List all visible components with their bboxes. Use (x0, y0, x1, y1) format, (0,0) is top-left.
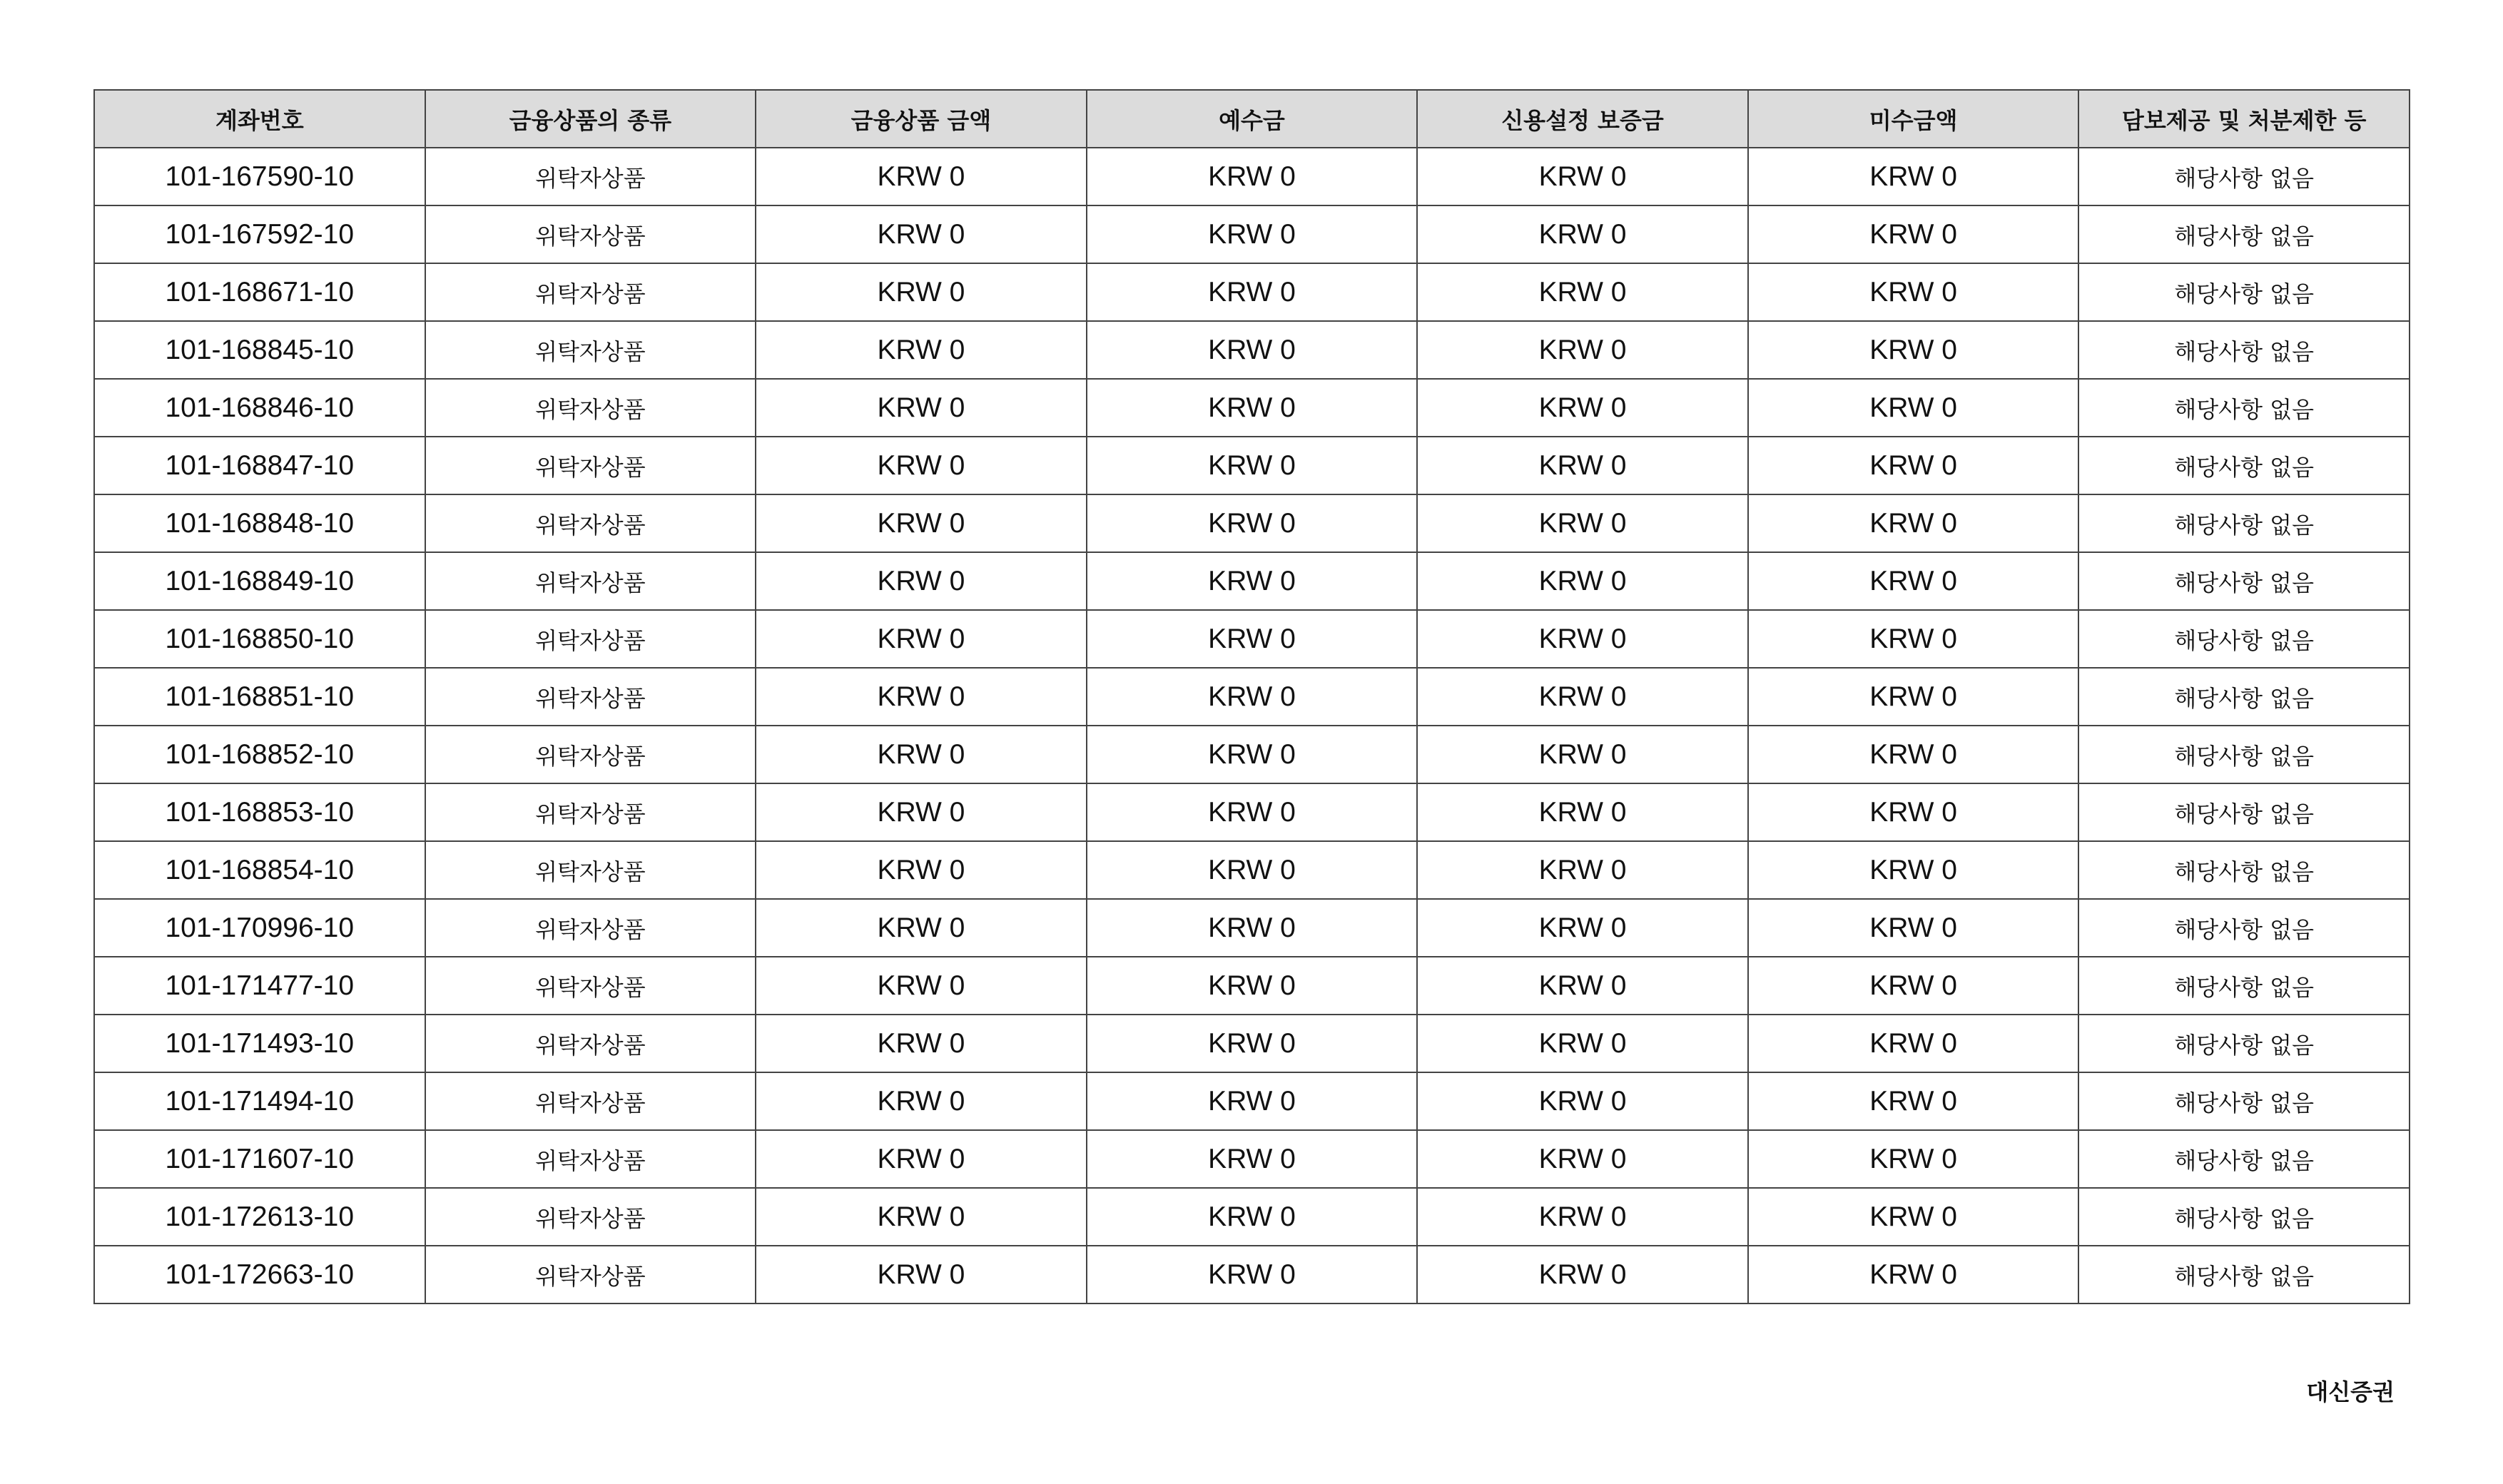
unpaid-amount-cell: KRW 0 (1748, 610, 2079, 668)
header-product-amount: 금융상품 금액 (756, 90, 1087, 148)
unpaid-amount-cell: KRW 0 (1748, 205, 2079, 263)
collateral-restriction-cell: 해당사항 없음 (2078, 957, 2410, 1015)
account-number-cell: 101-168850-10 (94, 610, 425, 668)
account-number-cell: 101-168847-10 (94, 437, 425, 494)
credit-guarantee-cell: KRW 0 (1417, 321, 1748, 379)
unpaid-amount-cell: KRW 0 (1748, 1188, 2079, 1246)
unpaid-amount-cell: KRW 0 (1748, 379, 2079, 437)
company-name: 대신증권 (2306, 1378, 2395, 1406)
header-deposit: 예수금 (1087, 90, 1418, 148)
account-number-cell: 101-168851-10 (94, 668, 425, 726)
table-row (94, 552, 2410, 610)
product-type-cell: 위탁자상품 (425, 148, 756, 205)
credit-guarantee-cell: KRW 0 (1417, 899, 1748, 957)
product-type-cell: 위탁자상품 (425, 783, 756, 841)
header-unpaid-amount: 미수금액 (1748, 90, 2079, 148)
account-table (93, 89, 2410, 1304)
table-row (94, 841, 2410, 899)
collateral-restriction-cell: 해당사항 없음 (2078, 899, 2410, 957)
product-amount-cell: KRW 0 (756, 1130, 1087, 1188)
deposit-cell: KRW 0 (1087, 205, 1418, 263)
product-amount-cell: KRW 0 (756, 726, 1087, 783)
product-amount-cell: KRW 0 (756, 494, 1087, 552)
product-amount-cell: KRW 0 (756, 1188, 1087, 1246)
deposit-cell: KRW 0 (1087, 726, 1418, 783)
collateral-restriction-cell: 해당사항 없음 (2078, 668, 2410, 726)
table-row (94, 1015, 2410, 1072)
deposit-cell: KRW 0 (1087, 1015, 1418, 1072)
product-amount-cell: KRW 0 (756, 437, 1087, 494)
product-amount-cell: KRW 0 (756, 899, 1087, 957)
credit-guarantee-cell: KRW 0 (1417, 783, 1748, 841)
table-row (94, 321, 2410, 379)
product-type-cell: 위탁자상품 (425, 1246, 756, 1303)
account-number-cell: 101-170996-10 (94, 899, 425, 957)
table-row (94, 1188, 2410, 1246)
table-row (94, 1072, 2410, 1130)
collateral-restriction-cell: 해당사항 없음 (2078, 205, 2410, 263)
credit-guarantee-cell: KRW 0 (1417, 379, 1748, 437)
account-number-cell: 101-167590-10 (94, 148, 425, 205)
product-amount-cell: KRW 0 (756, 1072, 1087, 1130)
product-type-cell: 위탁자상품 (425, 957, 756, 1015)
header-credit-guarantee: 신용설정 보증금 (1417, 90, 1748, 148)
product-type-cell: 위탁자상품 (425, 1130, 756, 1188)
deposit-cell: KRW 0 (1087, 321, 1418, 379)
product-amount-cell: KRW 0 (756, 668, 1087, 726)
table-row (94, 668, 2410, 726)
header-product-type: 금융상품의 종류 (425, 90, 756, 148)
account-number-cell: 101-172663-10 (94, 1246, 425, 1303)
credit-guarantee-cell: KRW 0 (1417, 668, 1748, 726)
credit-guarantee-cell: KRW 0 (1417, 1015, 1748, 1072)
deposit-cell: KRW 0 (1087, 1130, 1418, 1188)
collateral-restriction-cell: 해당사항 없음 (2078, 783, 2410, 841)
credit-guarantee-cell: KRW 0 (1417, 494, 1748, 552)
account-number-cell: 101-168846-10 (94, 379, 425, 437)
unpaid-amount-cell: KRW 0 (1748, 1246, 2079, 1303)
unpaid-amount-cell: KRW 0 (1748, 783, 2079, 841)
deposit-cell: KRW 0 (1087, 668, 1418, 726)
table-row (94, 148, 2410, 205)
unpaid-amount-cell: KRW 0 (1748, 841, 2079, 899)
deposit-cell: KRW 0 (1087, 437, 1418, 494)
unpaid-amount-cell: KRW 0 (1748, 1015, 2079, 1072)
collateral-restriction-cell: 해당사항 없음 (2078, 148, 2410, 205)
unpaid-amount-cell: KRW 0 (1748, 668, 2079, 726)
deposit-cell: KRW 0 (1087, 783, 1418, 841)
account-number-cell: 101-168854-10 (94, 841, 425, 899)
table-row (94, 494, 2410, 552)
product-amount-cell: KRW 0 (756, 841, 1087, 899)
collateral-restriction-cell: 해당사항 없음 (2078, 726, 2410, 783)
table-row (94, 1130, 2410, 1188)
collateral-restriction-cell: 해당사항 없음 (2078, 494, 2410, 552)
table-row (94, 726, 2410, 783)
product-amount-cell: KRW 0 (756, 552, 1087, 610)
account-number-cell: 101-168849-10 (94, 552, 425, 610)
product-amount-cell: KRW 0 (756, 1246, 1087, 1303)
collateral-restriction-cell: 해당사항 없음 (2078, 552, 2410, 610)
collateral-restriction-cell: 해당사항 없음 (2078, 321, 2410, 379)
product-type-cell: 위탁자상품 (425, 668, 756, 726)
account-number-cell: 101-168671-10 (94, 263, 425, 321)
deposit-cell: KRW 0 (1087, 1246, 1418, 1303)
account-number-cell: 101-171477-10 (94, 957, 425, 1015)
product-type-cell: 위탁자상품 (425, 726, 756, 783)
deposit-cell: KRW 0 (1087, 841, 1418, 899)
table-row (94, 437, 2410, 494)
credit-guarantee-cell: KRW 0 (1417, 610, 1748, 668)
product-type-cell: 위탁자상품 (425, 205, 756, 263)
table-row (94, 205, 2410, 263)
account-number-cell: 101-171607-10 (94, 1130, 425, 1188)
product-type-cell: 위탁자상품 (425, 552, 756, 610)
credit-guarantee-cell: KRW 0 (1417, 552, 1748, 610)
table-body (94, 148, 2410, 1303)
collateral-restriction-cell: 해당사항 없음 (2078, 379, 2410, 437)
table-row (94, 263, 2410, 321)
collateral-restriction-cell: 해당사항 없음 (2078, 841, 2410, 899)
collateral-restriction-cell: 해당사항 없음 (2078, 437, 2410, 494)
product-type-cell: 위탁자상품 (425, 1072, 756, 1130)
product-type-cell: 위탁자상품 (425, 437, 756, 494)
credit-guarantee-cell: KRW 0 (1417, 1246, 1748, 1303)
collateral-restriction-cell: 해당사항 없음 (2078, 1015, 2410, 1072)
unpaid-amount-cell: KRW 0 (1748, 1072, 2079, 1130)
product-amount-cell: KRW 0 (756, 957, 1087, 1015)
credit-guarantee-cell: KRW 0 (1417, 263, 1748, 321)
unpaid-amount-cell: KRW 0 (1748, 1130, 2079, 1188)
credit-guarantee-cell: KRW 0 (1417, 205, 1748, 263)
deposit-cell: KRW 0 (1087, 610, 1418, 668)
account-number-cell: 101-168853-10 (94, 783, 425, 841)
product-type-cell: 위탁자상품 (425, 841, 756, 899)
product-amount-cell: KRW 0 (756, 205, 1087, 263)
product-type-cell: 위탁자상품 (425, 263, 756, 321)
unpaid-amount-cell: KRW 0 (1748, 494, 2079, 552)
credit-guarantee-cell: KRW 0 (1417, 148, 1748, 205)
product-type-cell: 위탁자상품 (425, 321, 756, 379)
deposit-cell: KRW 0 (1087, 148, 1418, 205)
header-collateral-restriction: 담보제공 및 처분제한 등 (2078, 90, 2410, 148)
product-type-cell: 위탁자상품 (425, 1188, 756, 1246)
product-amount-cell: KRW 0 (756, 379, 1087, 437)
collateral-restriction-cell: 해당사항 없음 (2078, 1246, 2410, 1303)
credit-guarantee-cell: KRW 0 (1417, 841, 1748, 899)
deposit-cell: KRW 0 (1087, 552, 1418, 610)
collateral-restriction-cell: 해당사항 없음 (2078, 1130, 2410, 1188)
deposit-cell: KRW 0 (1087, 263, 1418, 321)
collateral-restriction-cell: 해당사항 없음 (2078, 1072, 2410, 1130)
product-type-cell: 위탁자상품 (425, 610, 756, 668)
unpaid-amount-cell: KRW 0 (1748, 726, 2079, 783)
unpaid-amount-cell: KRW 0 (1748, 437, 2079, 494)
table-row (94, 1246, 2410, 1303)
account-number-cell: 101-167592-10 (94, 205, 425, 263)
unpaid-amount-cell: KRW 0 (1748, 552, 2079, 610)
deposit-cell: KRW 0 (1087, 1072, 1418, 1130)
deposit-cell: KRW 0 (1087, 899, 1418, 957)
deposit-cell: KRW 0 (1087, 1188, 1418, 1246)
table-row (94, 610, 2410, 668)
unpaid-amount-cell: KRW 0 (1748, 148, 2079, 205)
collateral-restriction-cell: 해당사항 없음 (2078, 263, 2410, 321)
table-row (94, 783, 2410, 841)
credit-guarantee-cell: KRW 0 (1417, 726, 1748, 783)
table-row (94, 899, 2410, 957)
account-number-cell: 101-168848-10 (94, 494, 425, 552)
product-amount-cell: KRW 0 (756, 148, 1087, 205)
collateral-restriction-cell: 해당사항 없음 (2078, 610, 2410, 668)
product-amount-cell: KRW 0 (756, 783, 1087, 841)
table-row (94, 379, 2410, 437)
product-type-cell: 위탁자상품 (425, 899, 756, 957)
deposit-cell: KRW 0 (1087, 379, 1418, 437)
collateral-restriction-cell: 해당사항 없음 (2078, 1188, 2410, 1246)
product-amount-cell: KRW 0 (756, 263, 1087, 321)
account-number-cell: 101-168852-10 (94, 726, 425, 783)
product-type-cell: 위탁자상품 (425, 494, 756, 552)
credit-guarantee-cell: KRW 0 (1417, 437, 1748, 494)
unpaid-amount-cell: KRW 0 (1748, 263, 2079, 321)
table-header-row (94, 90, 2410, 148)
product-amount-cell: KRW 0 (756, 1015, 1087, 1072)
account-number-cell: 101-171494-10 (94, 1072, 425, 1130)
product-amount-cell: KRW 0 (756, 610, 1087, 668)
table-row (94, 957, 2410, 1015)
account-number-cell: 101-172613-10 (94, 1188, 425, 1246)
account-number-cell: 101-168845-10 (94, 321, 425, 379)
credit-guarantee-cell: KRW 0 (1417, 1072, 1748, 1130)
deposit-cell: KRW 0 (1087, 494, 1418, 552)
unpaid-amount-cell: KRW 0 (1748, 321, 2079, 379)
product-amount-cell: KRW 0 (756, 321, 1087, 379)
credit-guarantee-cell: KRW 0 (1417, 1130, 1748, 1188)
account-number-cell: 101-171493-10 (94, 1015, 425, 1072)
deposit-cell: KRW 0 (1087, 957, 1418, 1015)
product-type-cell: 위탁자상품 (425, 1015, 756, 1072)
unpaid-amount-cell: KRW 0 (1748, 957, 2079, 1015)
product-type-cell: 위탁자상품 (425, 379, 756, 437)
credit-guarantee-cell: KRW 0 (1417, 957, 1748, 1015)
credit-guarantee-cell: KRW 0 (1417, 1188, 1748, 1246)
unpaid-amount-cell: KRW 0 (1748, 899, 2079, 957)
header-account-number: 계좌번호 (94, 90, 425, 148)
